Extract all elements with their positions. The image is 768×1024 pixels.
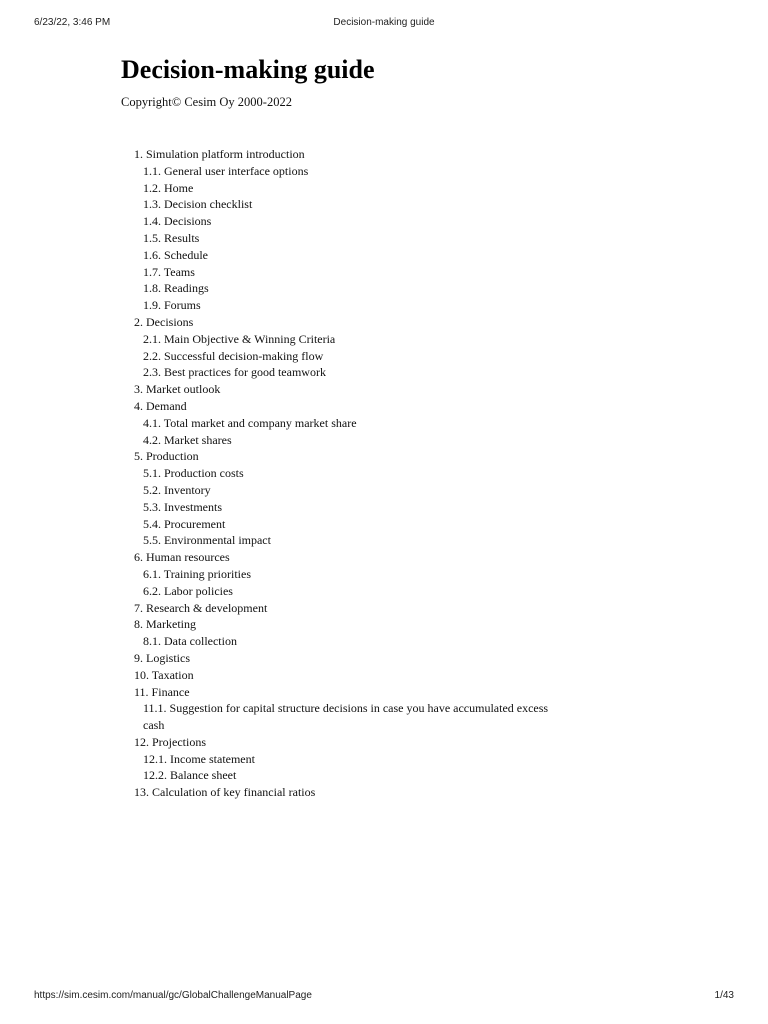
- print-title: Decision-making guide: [333, 17, 435, 28]
- toc-section-link[interactable]: 4. Demand: [134, 398, 187, 413]
- toc-subsection-link[interactable]: 1.7. Teams: [143, 264, 195, 279]
- toc-subsection-link[interactable]: 1.6. Schedule: [143, 247, 208, 262]
- toc-subsection-link[interactable]: 11.1. Suggestion for capital structure decisions in case you have accumulated excess cash: [143, 701, 549, 733]
- toc-section-link[interactable]: 7. Research & development: [134, 600, 268, 615]
- print-footer: [34, 990, 734, 1004]
- toc-subsection-link[interactable]: 5.4. Procurement: [143, 516, 226, 531]
- toc-subsection-link[interactable]: 6.2. Labor policies: [143, 583, 233, 598]
- toc-subsection-link[interactable]: 4.2. Market shares: [143, 432, 232, 447]
- toc-subsection-link[interactable]: 12.2. Balance sheet: [143, 768, 237, 783]
- toc-subsection-link[interactable]: 1.1. General user interface options: [143, 163, 309, 178]
- toc-section-link[interactable]: 9. Logistics: [134, 650, 190, 665]
- toc-subsection-link[interactable]: 2.3. Best practices for good teamwork: [143, 365, 326, 380]
- toc-subsection-link[interactable]: 5.2. Inventory: [143, 482, 211, 497]
- toc-section-link[interactable]: 12. Projections: [134, 734, 206, 749]
- toc-subsection-link[interactable]: 5.3. Investments: [143, 499, 222, 514]
- toc-subsection-link[interactable]: 1.3. Decision checklist: [143, 197, 253, 212]
- toc-subsection-link[interactable]: 4.1. Total market and company market share: [143, 415, 357, 430]
- toc-section-link[interactable]: 3. Market outlook: [134, 382, 221, 397]
- toc-subsection-link[interactable]: 2.2. Successful decision-making flow: [143, 348, 324, 363]
- toc-section-link[interactable]: 5. Production: [134, 449, 199, 464]
- toc-subsection-link[interactable]: 1.9. Forums: [143, 298, 201, 313]
- toc-subsection-link[interactable]: 1.2. Home: [143, 180, 194, 195]
- toc-subsection-link[interactable]: 5.5. Environmental impact: [143, 533, 271, 548]
- toc-section-link[interactable]: 2. Decisions: [134, 314, 194, 329]
- page-title: Decision-making guide: [121, 55, 375, 84]
- table-of-contents: [121, 146, 681, 801]
- toc-subsection-link[interactable]: 12.1. Income statement: [143, 751, 255, 766]
- print-page-number: 1/43: [714, 990, 734, 1001]
- print-header: [34, 17, 734, 33]
- toc-subsection-link[interactable]: 5.1. Production costs: [143, 466, 244, 481]
- toc-section-link[interactable]: 6. Human resources: [134, 550, 230, 565]
- toc-section-link[interactable]: 8. Marketing: [134, 617, 196, 632]
- copyright-notice: Copyright© Cesim Oy 2000-2022: [121, 95, 292, 109]
- print-url: https://sim.cesim.com/manual/gc/GlobalChallengeManualPage: [34, 990, 312, 1001]
- toc-subsection-link[interactable]: 8.1. Data collection: [143, 634, 237, 649]
- toc-subsection-link[interactable]: 6.1. Training priorities: [143, 566, 252, 581]
- print-datetime: 6/23/22, 3:46 PM: [34, 17, 111, 28]
- toc-subsection-link[interactable]: 1.4. Decisions: [143, 214, 212, 229]
- toc-subsection-link[interactable]: 2.1. Main Objective & Winning Criteria: [143, 331, 336, 346]
- toc-subsection-link[interactable]: 1.8. Readings: [143, 281, 209, 296]
- toc-section-link[interactable]: 10. Taxation: [134, 667, 194, 682]
- toc-section-link[interactable]: 1. Simulation platform introduction: [134, 147, 305, 161]
- toc-section-link[interactable]: 13. Calculation of key financial ratios: [134, 785, 316, 800]
- document-body: [121, 53, 681, 801]
- toc-subsection-link[interactable]: 1.5. Results: [143, 230, 200, 245]
- toc-section-link[interactable]: 11. Finance: [134, 684, 190, 699]
